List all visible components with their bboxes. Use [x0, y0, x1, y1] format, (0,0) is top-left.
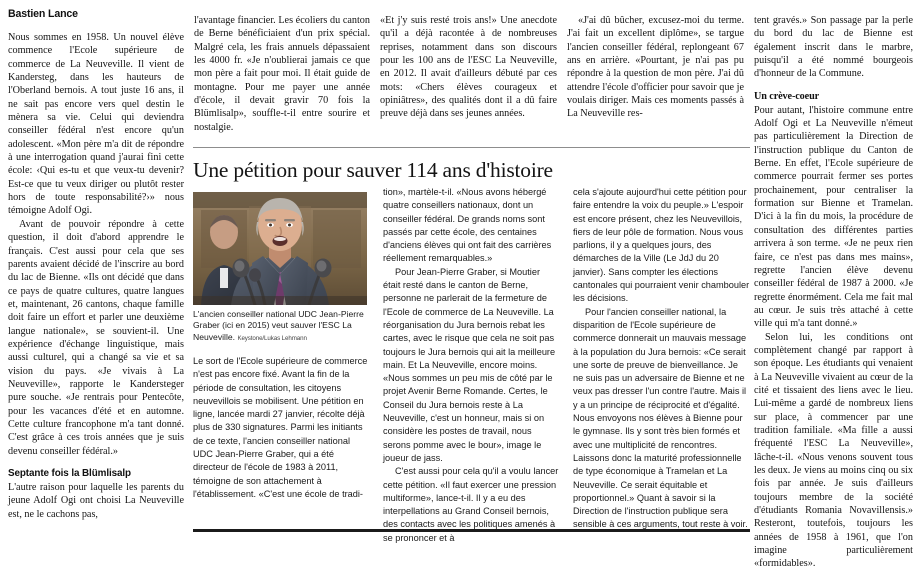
main-paragraph: tent gravés.» Son passage par la perle du bord du lac de Bienne est également inscrit dans le marbre, puisqu'il a été nommé bourgeois d'honneur de la Commune. [754, 15, 913, 80]
main-column-5 [754, 14, 913, 571]
photo-caption [193, 309, 369, 344]
photo-caption-text: L'ancien conseiller national UDC Jean-Pierre Graber (ici en 2015) veut sauver l'ESC La Neuveville. [193, 309, 364, 342]
inset-paragraph: cela s'ajoute aujourd'hui cette pétition pour faire entendre la voix du peuple.» L'espoir est encore présent, chez les Neuvevillois, fiers de leur pôle de formation. Nous vous parlions, il y a quelques jours, des démarches de la Ville (Le JdJ du 20 janvier). Sans compter les élections cantonales qui pourraient venir chambouler les décisions. [573, 187, 750, 304]
byline: Bastien Lance [8, 8, 78, 20]
main-column-2 [194, 14, 370, 134]
main-paragraph: «Et j'y suis resté trois ans!» Une anecdote qu'il a déjà racontée à de nombreuses reprises, notamment dans son discours pour les 100 ans de l'ESC La Neuveville, en 2012. Il avait d'ailleurs débuté par ces mots: «Chers élèves courageux et opiniâtres», des qualités dont il a dû faire preuve déjà dans ses jeunes années. [380, 15, 557, 120]
photo-credit: Keystone/Lukas Lehmann [237, 334, 307, 342]
main-column-1 [8, 8, 184, 521]
subheading-septante: Septante fois la Blümlisalp [8, 468, 131, 479]
photo-illustration [193, 192, 367, 305]
subheading-creve-coeur: Un crève-coeur [754, 90, 820, 102]
inset-paragraph: Le sort de l'Ecole supérieure de commerce n'est pas encore fixé. Avant la fin de la période de consultation, les citoyens neuvevillois se mobilisent. Une pétition en ligne, lancée mardi 27 janvier, récolte déjà plus de 330 signatures. Parmi les initiants de ce texte, l'ancien conseiller national UDC Jean-Pierre Graber, qui a été directeur de l'école de 1983 à 2011, témoigne de son attachement à l'établissement. «C'est une école de tradi- [193, 356, 368, 499]
main-column-3 [380, 14, 557, 121]
inset-photo [193, 192, 367, 305]
inset-top-rule [193, 147, 750, 148]
inset-headline: Une pétition pour sauver 114 ans d'histoire [193, 158, 553, 182]
inset-paragraph: Pour Jean-Pierre Graber, si Moutier était resté dans le canton de Berne, personne ne parlerait de la fermeture de l'Ecole de commerce de La Neuveville. La réorganisation du Jura bernois rebat les cartes, avec le risque que cela ne soit pas toujours le Jura bernois qui ait la meilleure main. Et La Neuveville, encore moins. «Nous sommes un peu mis de côté par le projet Avenir Berne Romande. Certes, le Conseil du Jura bernois reste à La Neuveville, c'est un honneur, mais si on considère les postes de travail, nous serons pomme avec le bour», image le joueur de jass. [383, 266, 556, 463]
inset-paragraph: tion», martèle-t-il. «Nous avons hébergé quatre conseillers nationaux, dont un conseiller fédéral. De grands noms sont passés par cette école, des centaines d'anciens élèves qui ont fait des carrières réellement remarquables.» [383, 187, 552, 264]
main-paragraph: Nous sommes en 1958. Un nouvel élève commence l'Ecole supérieure de commerce de La Neuveville. Il vient de Kandersteg, dans les hauteurs de l'Oberland bernois. A tout juste 16 ans, il ne sait pas encore vers quel destin le mènera sa vie. Celui qui deviendra conseiller fédéral n'est encore qu'un adolescent. «Mon père m'a dit de répondre à une interrogation quand j'aurai fini cette école: ‹Qui es-tu et que veux-tu devenir? Est-ce que tu veux diriger ou plutôt rester hors de toute responsabilité?›» nous témoigne Adolf Ogi. [8, 32, 184, 217]
main-paragraph: «J'ai dû bûcher, excusez-moi du terme. J'ai fait un excellent diplôme», se targue l'ancien conseiller fédéral, replongeant 67 ans en arrière. «Pourtant, je n'ai pas pu répondre à la question de mon père. J'ai dû attendre l'école d'officier pour savoir que je voulais diriger. Mais ces moments passés à La Neuveville res- [567, 15, 744, 120]
main-paragraph: Avant de pouvoir répondre à cette question, il doit d'abord apprendre le français. C'est aussi pour cela que ses parents avaient décidé de l'inscrire au bord du lac de Bienne. «Ils ont décidé que dans ce pays de quatre cultures, quatre langues et, maintenant, 26 cantons, chaque famille doit faire un effort et parler une deuxième langue nationale», se souvient-il. Une expérience d'échange linguistique, mais aussi culturel, qui a changé sa vie et sa vision du pays. «Je vivais à La Neuveville», rapporte le Kandersteger pure souche. «Je rentrais pour Pentecôte, pour les vacances d'été et en automne. Cette culture francophone m'a tant donné. C'est grâce à ces trois années que je suis devenu conseiller fédéral.» [8, 218, 184, 457]
main-paragraph: L'autre raison pour laquelle les parents du jeune Adolf Ogi ont choisi La Neuveville est, ne le cachons pas, [8, 482, 184, 520]
inset-photo-block [193, 192, 367, 344]
inset-bottom-rule [193, 529, 750, 532]
main-column-4 [567, 14, 744, 121]
inset-article [193, 147, 750, 543]
main-paragraph: Pour autant, l'histoire commune entre Adolf Ogi et La Neuveville n'émeut pas particulièrement la Direction de l'instruction publique du Canton de Berne. En effet, l'Ecole supérieure de commerce pourrait fermer ses portes prochainement, pour centraliser la formation sur Bienne et Tramelan. D'ici à la fin du mois, la procédure de consultation des différentes parties arrivera à son terme. «Je ne peux rien faire, ce n'est pas dans mes mains», regrette l'ancien élève devenu conseiller fédéral de 1987 à 2000. «Je regrette énormément. Cela me fait mal au cœur. Je suis très attaché à cette ville qui m'a tant donné.» [754, 104, 913, 330]
main-paragraph: Selon lui, les conditions ont complètement changé par rapport à son époque. Les étudiants qui venaient à La Neuveville vivaient au cœur de la cité et tissaient des liens avec le lieu. Lui-même a gardé de nombreux liens sur place, à commencer par une tradition familiale. «Ma fille a aussi fréquenté l'ESC La Neuveville», lâche-t-il. «Nous venons souvent tous les deux. Je viens au moins cinq ou six fois par année. Je suis d'ailleurs toujours membre de la société d'étudiants Romania Novavillensis.» Resteront, toutefois, toujours les années de 1958 à 1961, que l'on imagine particulièrement «formidables». [754, 331, 913, 570]
inset-column-1 [193, 355, 369, 501]
inset-paragraph: Pour l'ancien conseiller national, la disparition de l'Ecole supérieure de commerce donnerait un mauvais message à la population du Jura bernois: «Ce serait une sorte de preuve de bienveillance. Je ne suis pas un adversaire de Bienne et ne veux pas dresser l'un contre l'autre. Mais il y a un principe de réciprocité et d'égalité. Nous envoyons nos élèves à Bienne pour le gymnase. Ils y sont très bien formés et avec une multiplicité de rencontres. Laissons donc la maturité professionnelle de type économique à Tramelan et La Neuveville. Ce serait équitable et proportionnel.» Quant à savoir si la Direction de l'instruction publique sera sensible à ces arguments, tout reste à voir. [573, 306, 748, 530]
main-paragraph: l'avantage financier. Les écoliers du canton de Berne bénéficiaient d'un prix spécial. Malgré cela, les frais annuels dépassaient les 4000 fr. «Je n'oublierai jamais ce que mon père a fait pour moi. Il était guide de montagne. Pour me payer une année d'école, il devait gravir 70 fois la Blümlisalp», souffle-t-il entre sourire et nostalgie. [194, 15, 370, 133]
inset-column-3 [573, 186, 750, 532]
inset-paragraph: C'est aussi pour cela qu'il a voulu lancer cette pétition. «Il faut exercer une pression multiforme», lance-t-il. Il y a eu des interpellations au Grand Conseil bernois, des contacts avec les politiques amenés à se prononcer et à [383, 466, 559, 543]
inset-column-2 [383, 186, 559, 545]
